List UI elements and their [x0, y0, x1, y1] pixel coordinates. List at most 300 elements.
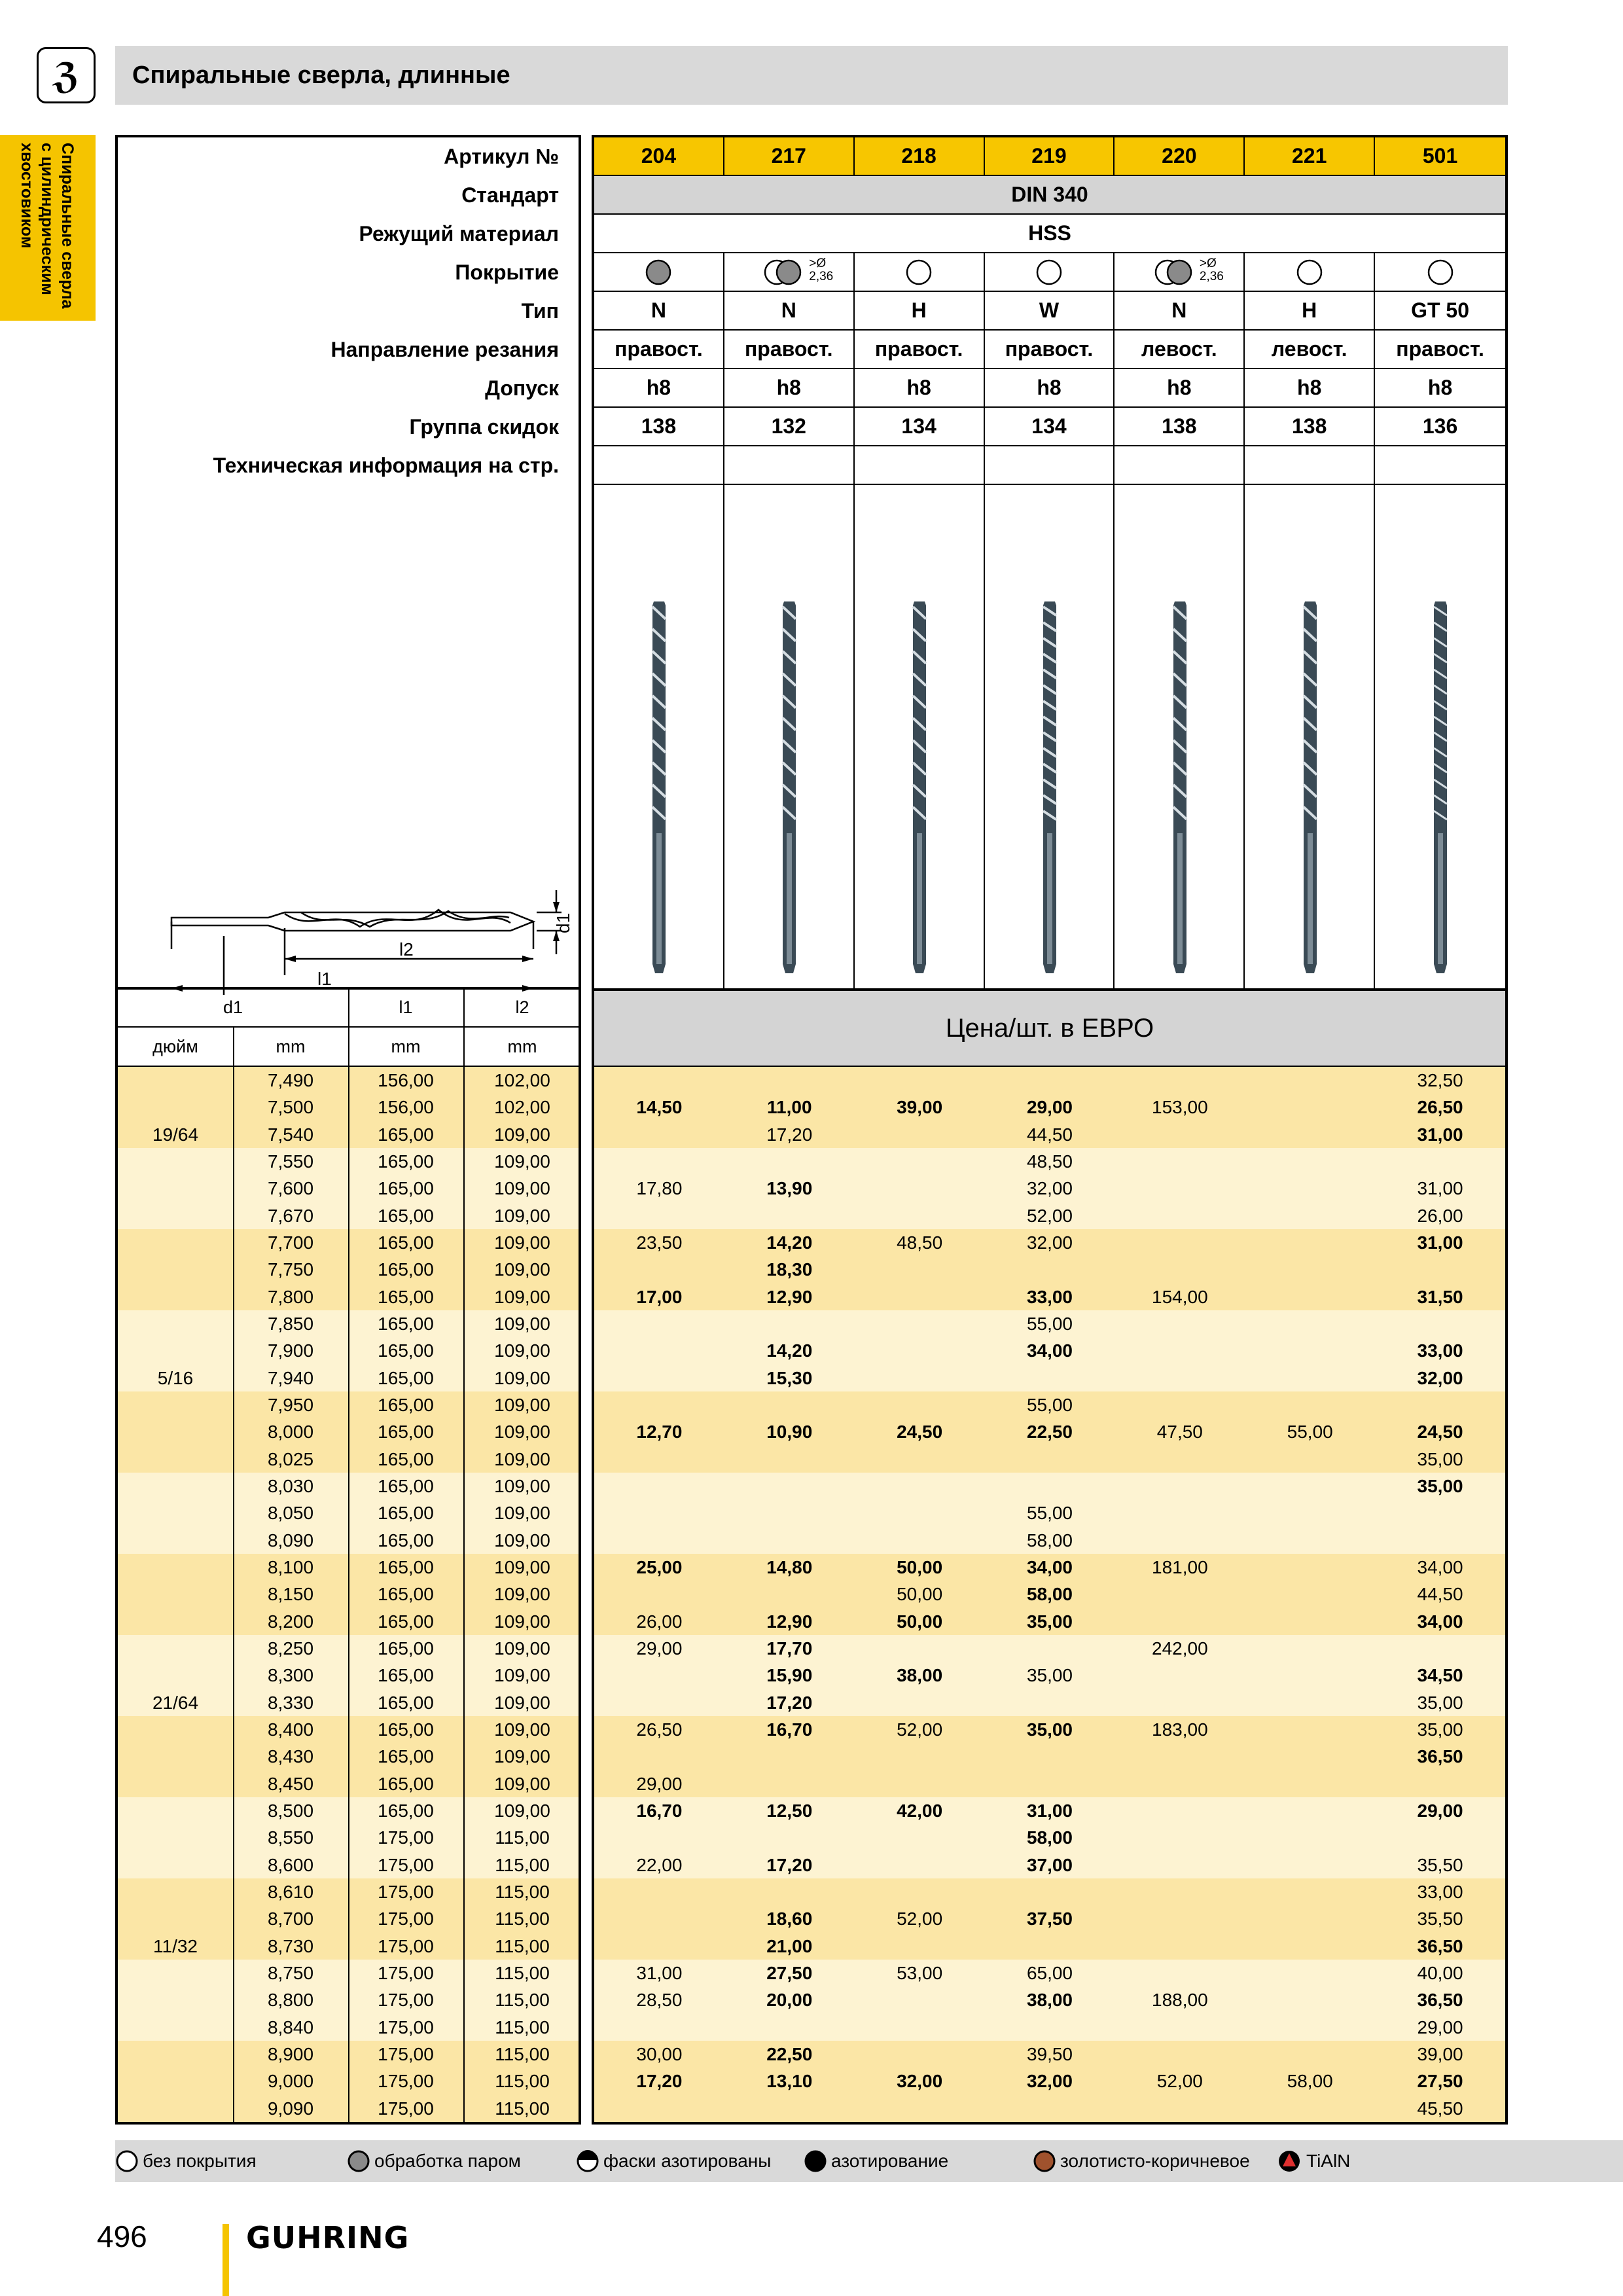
cell-d1: 8,500 [267, 1801, 314, 1821]
cell-l2: 109,00 [494, 1205, 550, 1226]
cell-l2: 115,00 [495, 1909, 550, 1929]
cell-l1: 165,00 [378, 1584, 434, 1605]
cell-d1: 7,540 [267, 1124, 314, 1145]
tolerance-cell: h8 [985, 369, 1115, 408]
drill-photo-icon [1030, 598, 1069, 977]
cell-d1: 7,500 [267, 1097, 314, 1118]
cell-l2: 109,00 [494, 1314, 550, 1334]
coating-cell [1115, 253, 1245, 292]
price-cell: 31,00 [636, 1963, 683, 1983]
price-cell: 52,00 [897, 1719, 943, 1740]
cell-l1: 165,00 [378, 1719, 434, 1740]
price-cell: 22,00 [636, 1854, 683, 1875]
price-cell: 31,00 [1417, 1232, 1463, 1253]
cell-l1: 165,00 [378, 1530, 434, 1551]
table-row[interactable] [594, 1527, 1505, 1554]
label-type: Тип [521, 299, 559, 323]
table-row[interactable] [118, 1797, 579, 1824]
table-row[interactable] [594, 1202, 1505, 1229]
table-row[interactable] [118, 1446, 579, 1473]
cell-l1: 165,00 [378, 1178, 434, 1199]
cell-d1: 9,090 [267, 2098, 314, 2119]
price-cell: 33,00 [1417, 1340, 1463, 1361]
table-row[interactable] [118, 1554, 579, 1581]
cell-l1: 165,00 [378, 1395, 434, 1415]
price-cell: 33,00 [1026, 1286, 1073, 1307]
article-number-cell[interactable]: 218 [855, 137, 985, 176]
price-cell: 17,20 [766, 1854, 813, 1875]
col-header-l1-mm: mm [391, 1037, 421, 1056]
table-row[interactable] [594, 1337, 1505, 1364]
side-category-tab[interactable] [0, 135, 96, 321]
cell-l2: 102,00 [494, 1070, 550, 1090]
cell-l2: 109,00 [494, 1638, 550, 1659]
cell-l2: 109,00 [494, 1665, 550, 1686]
cell-l2: 115,00 [495, 1854, 550, 1875]
drill-image-cell [724, 485, 855, 988]
cell-l1: 175,00 [378, 1990, 434, 2011]
price-cell: 40,00 [1417, 1963, 1463, 1983]
gold-brown-icon [1033, 2148, 1056, 2174]
cell-d1: 8,750 [267, 1963, 314, 1983]
col-header-d1: d1 [223, 997, 243, 1017]
price-cell: 10,90 [766, 1422, 813, 1443]
price-cell: 12,90 [766, 1611, 813, 1632]
price-cell: 14,20 [766, 1232, 813, 1253]
table-row[interactable] [118, 1148, 579, 1175]
cell-d1: 7,490 [267, 1070, 314, 1090]
article-number-cell[interactable]: 217 [724, 137, 855, 176]
table-row[interactable] [594, 1743, 1505, 1770]
table-row[interactable] [594, 1121, 1505, 1148]
table-row[interactable] [594, 1635, 1505, 1662]
cell-l2: 115,00 [495, 1990, 550, 2011]
drill-image-cell [1245, 485, 1375, 988]
legend-label: TiAlN [1306, 2151, 1351, 2171]
table-row[interactable] [594, 1824, 1505, 1851]
price-cell: 32,00 [1417, 1367, 1463, 1388]
legend-label: азотирование [831, 2151, 949, 2171]
cell-l2: 109,00 [494, 1584, 550, 1605]
price-cell: 50,00 [897, 1584, 943, 1605]
price-cell: 16,70 [636, 1801, 683, 1821]
cell-l1: 175,00 [378, 2044, 434, 2064]
tialn-icon [1276, 2148, 1302, 2174]
price-cell: 44,50 [1417, 1584, 1463, 1605]
price-cell: 18,30 [766, 1259, 813, 1280]
tech-info-cell [1375, 446, 1505, 485]
cell-d1: 8,150 [267, 1584, 314, 1605]
table-row[interactable] [118, 1365, 579, 1391]
cell-d1: 8,730 [267, 1935, 314, 1956]
price-cell: 32,00 [897, 2071, 943, 2092]
price-cell: 55,00 [1026, 1503, 1073, 1524]
drill-image-cell [1375, 485, 1505, 988]
cell-d1: 8,430 [267, 1746, 314, 1767]
price-cell: 50,00 [897, 1557, 943, 1577]
cell-l1: 165,00 [378, 1205, 434, 1226]
cell-l2: 109,00 [494, 1611, 550, 1632]
standard-cell: DIN 340 [594, 176, 1505, 215]
page-title: Спиральные сверла, длинные [115, 46, 1508, 105]
discount-group-cell: 134 [985, 408, 1115, 446]
cell-l2: 115,00 [495, 1963, 550, 1983]
cell-l1: 175,00 [378, 1909, 434, 1929]
table-row[interactable] [118, 1716, 579, 1743]
table-row[interactable] [118, 1608, 579, 1635]
cell-l2: 115,00 [495, 2017, 550, 2037]
cell-d1: 8,450 [267, 1773, 314, 1794]
table-row[interactable] [594, 1554, 1505, 1581]
table-row[interactable] [594, 1365, 1505, 1391]
article-number-cell[interactable]: 501 [1375, 137, 1505, 176]
cell-d1: 8,330 [267, 1692, 314, 1713]
price-cell: 31,00 [1417, 1124, 1463, 1145]
col-header-inch: дюйм [152, 1037, 198, 1056]
price-cell: 13,10 [766, 2071, 813, 2092]
table-row[interactable] [594, 2068, 1505, 2094]
table-row[interactable] [118, 1202, 579, 1229]
legend-label: обработка паром [374, 2151, 521, 2171]
table-row[interactable] [594, 1418, 1505, 1445]
price-cell: 14,80 [766, 1557, 813, 1577]
cell-l1: 165,00 [378, 1773, 434, 1794]
diagram-l1-label: l1 [317, 969, 332, 989]
type-cell: N [1115, 292, 1245, 331]
table-row[interactable] [118, 1770, 579, 1797]
price-cell: 42,00 [897, 1801, 943, 1821]
drill-photo-icon [639, 598, 679, 977]
table-row[interactable] [118, 1310, 579, 1337]
uncoated-icon [115, 2148, 139, 2174]
table-row[interactable] [594, 1716, 1505, 1743]
table-row[interactable] [594, 2095, 1505, 2122]
cell-d1: 8,200 [267, 1611, 314, 1632]
table-row[interactable] [118, 1473, 579, 1499]
table-row[interactable] [594, 1878, 1505, 1905]
price-cell: 52,00 [897, 1909, 943, 1929]
article-number-cell[interactable]: 221 [1245, 137, 1375, 176]
tech-info-cell [594, 446, 724, 485]
coating-cell [855, 253, 985, 292]
table-row[interactable] [594, 1067, 1505, 1094]
tech-info-cell [724, 446, 855, 485]
drill-photo-icon [1160, 598, 1200, 977]
steam-icon [619, 256, 698, 289]
table-row[interactable] [594, 1581, 1505, 1607]
table-row[interactable] [594, 1852, 1505, 1878]
table-row[interactable] [118, 1527, 579, 1554]
table-row[interactable] [118, 1337, 579, 1364]
price-cell: 48,50 [897, 1232, 943, 1253]
label-tolerance: Допуск [485, 376, 559, 400]
cell-l1: 165,00 [378, 1476, 434, 1496]
table-row[interactable] [594, 1446, 1505, 1473]
table-row[interactable] [594, 1797, 1505, 1824]
label-article: Артикул № [444, 145, 559, 168]
table-row[interactable] [594, 1310, 1505, 1337]
table-row[interactable] [594, 1473, 1505, 1499]
cell-l2: 109,00 [494, 1340, 550, 1361]
table-row[interactable] [118, 1499, 579, 1526]
tolerance-cell: h8 [855, 369, 985, 408]
table-row[interactable] [118, 1418, 579, 1445]
price-cell: 183,00 [1152, 1719, 1208, 1740]
cell-l1: 165,00 [378, 1801, 434, 1821]
price-cell: 26,00 [636, 1611, 683, 1632]
price-cell: 58,00 [1026, 1827, 1073, 1848]
label-cutting-material: Режущий материал [359, 222, 559, 245]
tech-info-cell [985, 446, 1115, 485]
cell-d1: 8,250 [267, 1638, 314, 1659]
table-row[interactable] [118, 1256, 579, 1283]
price-cell: 34,00 [1417, 1557, 1463, 1577]
table-row[interactable] [118, 1094, 579, 1121]
cell-l1: 175,00 [378, 1935, 434, 1956]
cell-inch: 21/64 [152, 1692, 199, 1713]
price-table [592, 1067, 1508, 2125]
cell-l1: 175,00 [378, 2071, 434, 2092]
table-row[interactable] [594, 1391, 1505, 1418]
cell-d1: 7,940 [267, 1367, 314, 1388]
brand-logo: GUHRING [246, 2220, 410, 2255]
article-number-cell[interactable]: 220 [1115, 137, 1245, 176]
table-row[interactable] [594, 1933, 1505, 1960]
table-row[interactable] [118, 1960, 579, 1986]
cell-l2: 109,00 [494, 1719, 550, 1740]
cell-l2: 109,00 [494, 1395, 550, 1415]
cell-l2: 109,00 [494, 1557, 550, 1577]
price-cell: 35,00 [1417, 1719, 1463, 1740]
price-cell: 35,00 [1417, 1448, 1463, 1469]
table-row[interactable] [594, 1094, 1505, 1121]
price-cell: 18,60 [766, 1909, 813, 1929]
cell-l1: 175,00 [378, 1882, 434, 1902]
table-row[interactable] [118, 1635, 579, 1662]
article-number-cell[interactable]: 204 [594, 137, 724, 176]
table-row[interactable] [594, 1283, 1505, 1310]
table-row[interactable] [118, 1391, 579, 1418]
uncoated-icon [1010, 256, 1088, 289]
table-row[interactable] [594, 1689, 1505, 1716]
col-header-l2: l2 [515, 997, 529, 1017]
cutting-material-cell: HSS [594, 215, 1505, 253]
discount-group-cell: 136 [1375, 408, 1505, 446]
table-row[interactable] [118, 2095, 579, 2122]
price-cell: 11,00 [767, 1097, 812, 1118]
price-cell: 15,90 [766, 1665, 813, 1686]
drill-image-cell [1115, 485, 1245, 988]
price-cell: 28,50 [636, 1990, 683, 2011]
legend-item-nitrided [804, 2140, 948, 2182]
direction-cell: левост. [1115, 331, 1245, 369]
price-cell: 29,00 [1417, 2017, 1463, 2037]
label-coating: Покрытие [455, 260, 559, 284]
coating-cell [1375, 253, 1505, 292]
price-cell: 17,80 [636, 1178, 683, 1199]
cell-l1: 165,00 [378, 1422, 434, 1443]
table-row[interactable] [594, 1148, 1505, 1175]
table-row[interactable] [118, 1824, 579, 1851]
cell-d1: 8,700 [267, 1909, 314, 1929]
price-cell: 17,20 [766, 1124, 813, 1145]
table-row[interactable] [594, 1986, 1505, 2013]
price-cell: 242,00 [1152, 1638, 1208, 1659]
cell-l1: 165,00 [378, 1638, 434, 1659]
cell-d1: 8,100 [267, 1557, 314, 1577]
cell-l1: 165,00 [378, 1665, 434, 1686]
table-row[interactable] [118, 1229, 579, 1256]
cell-l2: 109,00 [494, 1448, 550, 1469]
table-row[interactable] [594, 1960, 1505, 1986]
cell-l2: 109,00 [494, 1151, 550, 1172]
cell-l1: 175,00 [378, 2098, 434, 2119]
table-row[interactable] [118, 1905, 579, 1932]
table-row[interactable] [118, 1743, 579, 1770]
cell-l1: 165,00 [378, 1557, 434, 1577]
table-row[interactable] [594, 1499, 1505, 1526]
dimensions-table [115, 1067, 581, 2125]
price-cell: 34,00 [1026, 1557, 1073, 1577]
table-row[interactable] [118, 1581, 579, 1607]
cell-d1: 7,800 [267, 1286, 314, 1307]
table-row[interactable] [594, 1905, 1505, 1932]
price-cell: 48,50 [1026, 1151, 1073, 1172]
col-header-d1-mm: mm [276, 1037, 306, 1056]
price-cell: 34,00 [1417, 1611, 1463, 1632]
table-row[interactable] [118, 1067, 579, 1094]
price-cell: 29,00 [1026, 1097, 1073, 1118]
cell-d1: 7,850 [267, 1314, 314, 1334]
table-row[interactable] [118, 1662, 579, 1689]
cell-l2: 109,00 [494, 1692, 550, 1713]
table-row[interactable] [118, 1175, 579, 1202]
table-row[interactable] [118, 1878, 579, 1905]
direction-cell: правост. [855, 331, 985, 369]
cell-l2: 115,00 [495, 1827, 550, 1848]
table-row[interactable] [594, 2014, 1505, 2041]
cell-d1: 8,050 [267, 1503, 314, 1524]
price-cell: 181,00 [1152, 1557, 1208, 1577]
price-cell: 35,00 [1417, 1476, 1463, 1496]
cell-d1: 7,670 [267, 1205, 314, 1226]
type-cell: GT 50 [1375, 292, 1505, 331]
side-tab-line: хвостовиком [18, 143, 36, 249]
tolerance-cell: h8 [724, 369, 855, 408]
price-cell: 17,20 [766, 1692, 813, 1713]
table-row[interactable] [118, 2041, 579, 2068]
table-row[interactable] [594, 1770, 1505, 1797]
cell-l2: 109,00 [494, 1286, 550, 1307]
table-row[interactable] [118, 1933, 579, 1960]
drill-image-cell [985, 485, 1115, 988]
cell-l1: 165,00 [378, 1259, 434, 1280]
cell-l1: 175,00 [378, 1827, 434, 1848]
tolerance-cell: h8 [1115, 369, 1245, 408]
dimensions-header [115, 988, 581, 1068]
cell-d1: 8,300 [267, 1665, 314, 1686]
price-cell: 35,00 [1026, 1719, 1073, 1740]
diagram-l2-label: l2 [399, 939, 414, 960]
price-cell: 58,00 [1026, 1530, 1073, 1551]
cell-l1: 165,00 [378, 1124, 434, 1145]
price-cell: 52,00 [1026, 1205, 1073, 1226]
direction-cell: левост. [1245, 331, 1375, 369]
price-cell: 13,90 [766, 1178, 813, 1199]
cell-l2: 109,00 [494, 1422, 550, 1443]
price-cell: 154,00 [1152, 1286, 1208, 1307]
price-cell: 31,00 [1417, 1178, 1463, 1199]
cell-l2: 115,00 [495, 2044, 550, 2064]
nitrided-margin-icon [576, 2148, 599, 2174]
price-cell: 29,00 [636, 1638, 683, 1659]
price-cell: 15,30 [766, 1367, 813, 1388]
table-row[interactable] [594, 2041, 1505, 2068]
direction-cell: правост. [724, 331, 855, 369]
price-cell: 58,00 [1287, 2071, 1333, 2092]
side-tab-line: с цилиндрическим [38, 143, 56, 295]
page-number: 496 [97, 2219, 147, 2253]
table-row[interactable] [118, 1986, 579, 2013]
table-row[interactable] [594, 1608, 1505, 1635]
price-cell: 32,00 [1026, 1232, 1073, 1253]
spec-labels-panel [115, 135, 581, 990]
table-row[interactable] [118, 1689, 579, 1716]
cell-d1: 7,900 [267, 1340, 314, 1361]
table-row[interactable] [594, 1256, 1505, 1283]
drill-photo-icon [1291, 598, 1330, 977]
legend-label: золотисто-коричневое [1060, 2151, 1250, 2171]
drill-image-cell [855, 485, 985, 988]
price-cell: 32,50 [1417, 1070, 1463, 1090]
legend-label: фаски азотированы [603, 2151, 772, 2171]
table-row[interactable] [118, 1283, 579, 1310]
cell-l2: 109,00 [494, 1367, 550, 1388]
table-row[interactable] [594, 1229, 1505, 1256]
tolerance-cell: h8 [1245, 369, 1375, 408]
cell-l1: 165,00 [378, 1692, 434, 1713]
cell-d1: 9,000 [267, 2071, 314, 2092]
price-cell: 30,00 [636, 2044, 683, 2064]
label-tech-info: Техническая информация на стр. [213, 454, 559, 477]
price-cell: 35,00 [1417, 1692, 1463, 1713]
discount-group-cell: 138 [1115, 408, 1245, 446]
price-cell: 29,00 [1417, 1801, 1463, 1821]
section-logo-icon: ℨ [37, 47, 96, 103]
price-cell: 34,50 [1417, 1665, 1463, 1686]
price-cell: 31,50 [1417, 1286, 1463, 1307]
col-header-l1: l1 [399, 997, 413, 1017]
direction-cell: правост. [594, 331, 724, 369]
table-row[interactable] [118, 2014, 579, 2041]
legend-label: без покрытия [143, 2151, 257, 2171]
price-cell: 14,50 [636, 1097, 683, 1118]
cell-l2: 109,00 [494, 1476, 550, 1496]
table-row[interactable] [594, 1662, 1505, 1689]
cell-l1: 156,00 [378, 1070, 434, 1090]
price-cell: 26,50 [1417, 1097, 1463, 1118]
cell-d1: 7,950 [267, 1395, 314, 1415]
table-row[interactable] [594, 1175, 1505, 1202]
price-cell: 55,00 [1026, 1314, 1073, 1334]
article-number-cell[interactable]: 219 [985, 137, 1115, 176]
table-row[interactable] [118, 2068, 579, 2094]
cell-l1: 165,00 [378, 1340, 434, 1361]
table-row[interactable] [118, 1852, 579, 1878]
price-cell: 17,70 [766, 1638, 813, 1659]
legend-item-gold-brown [1033, 2140, 1250, 2182]
table-row[interactable] [118, 1121, 579, 1148]
